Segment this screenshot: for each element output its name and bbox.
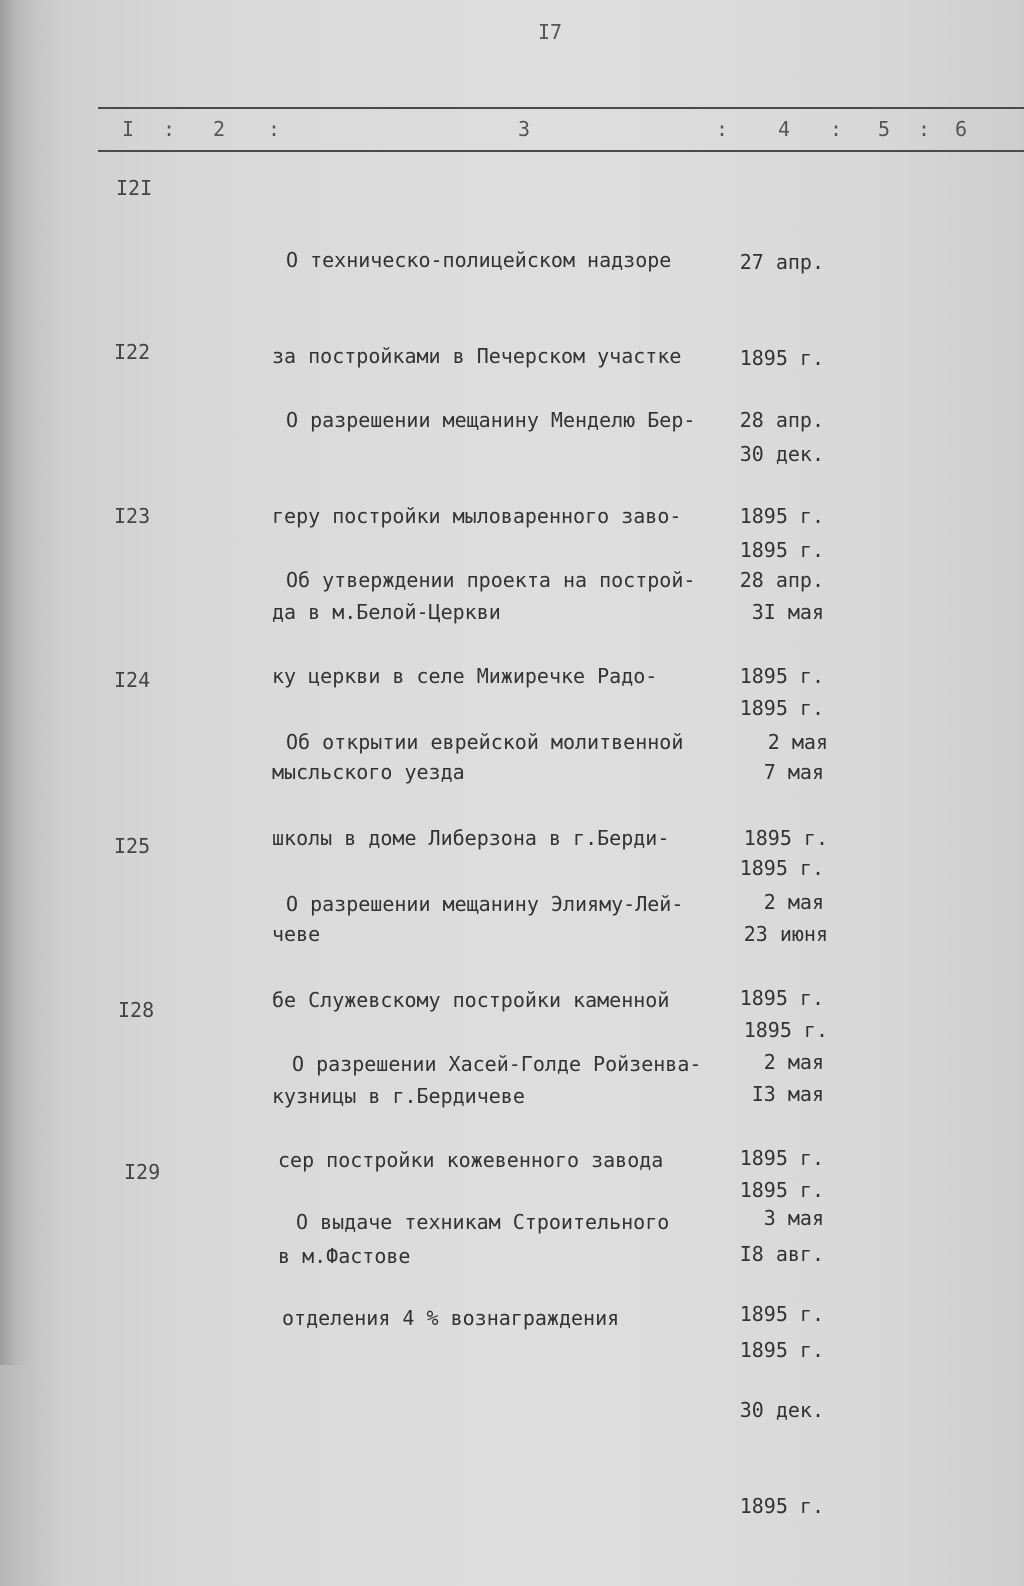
date-line: 1895 г. [739,346,824,370]
header-separator: : [716,117,729,141]
date-line: 30 дек. [739,442,824,466]
date-line: 1895 г. [739,664,824,688]
entry-number: I28 [118,998,155,1022]
title-line: ку церкви в селе Мижиречке Радо- [272,664,658,688]
page-edge-shadow [0,0,30,1365]
date-line: 1895 г. [739,1178,824,1202]
date-line: 1895 г. [739,504,824,528]
page-number: I7 [538,20,563,44]
entry-number: I22 [114,340,151,364]
header-separator: : [918,117,931,141]
date-line: 27 апр. [739,250,824,274]
title-line: кузницы в г.Бердичеве [272,1084,525,1108]
table-top-rule [98,107,1024,109]
date-line: 23 июня [743,922,828,946]
date-line: 2 мая [767,730,828,754]
date-line: 3 мая [763,1206,824,1230]
date-line: 28 апр. [739,568,824,592]
header-col-5: 5 [878,117,891,141]
title-line: геру постройки мыловаренного заво- [272,504,682,528]
title-line: школы в доме Либерзона в г.Берди- [272,826,670,850]
entry-dates [728,1138,824,1586]
entry-number: I23 [114,504,151,528]
date-line: 3I мая [751,600,824,624]
header-col-1: I [122,117,135,141]
date-line: 1895 г. [743,826,828,850]
title-line: сер постройки кожевенного завода [278,1148,664,1172]
title-line: Об открытии еврейской молитвенной [286,730,684,754]
date-line: 1895 г. [739,1146,824,1170]
title-line: бе Служевскому постройки каменной [272,988,670,1012]
header-col-6: 6 [955,117,968,141]
header-separator: : [830,117,843,141]
title-line: О техническо-полицейском надзоре [286,248,672,272]
header-col-4: 4 [778,117,791,141]
date-line: 1895 г. [739,986,824,1010]
date-line: 2 мая [763,1050,824,1074]
date-line: 28 апр. [739,408,824,432]
title-line: Об утверждении проекта на построй- [286,568,696,592]
entry-number: I25 [114,834,151,858]
date-line: 1895 г. [739,696,824,720]
entry-number: I29 [124,1160,161,1184]
date-line: 1895 г. [739,856,824,880]
entry-number: I24 [114,668,151,692]
title-line: О выдаче техникам Строительного [296,1210,670,1234]
title-line: в м.Фастове [278,1244,411,1268]
title-line: отделения 4 % вознаграждения [282,1306,620,1330]
date-line: 1895 г. [739,1494,824,1518]
date-line: I3 мая [751,1082,824,1106]
title-line: за постройками в Печерском участке [272,344,682,368]
date-line: 1895 г. [739,538,824,562]
date-line: 7 мая [763,760,824,784]
title-line: чеве [272,922,321,946]
title-line: О разрешении Хасей-Голде Ройзенва- [292,1052,702,1076]
title-line: О разрешении мещанину Элияму-Лей- [286,892,684,916]
header-separator: : [163,117,176,141]
entry-title [282,1142,669,1398]
header-col-3: 3 [518,117,531,141]
header-separator: : [268,117,281,141]
date-line: 30 дек. [739,1398,824,1422]
date-line: 1895 г. [739,1302,824,1326]
entry-number: I2I [116,176,153,200]
table-header-rule [98,150,1024,152]
date-line: 1895 г. [739,1338,824,1362]
title-line: О разрешении мещанину Менделю Бер- [286,408,696,432]
date-line: 1895 г. [743,1018,828,1042]
header-col-2: 2 [213,117,226,141]
date-line: I8 авг. [739,1242,824,1266]
title-line: да в м.Белой-Церкви [272,600,501,624]
date-line: 2 мая [763,890,824,914]
title-line: мысльского уезда [272,760,465,784]
